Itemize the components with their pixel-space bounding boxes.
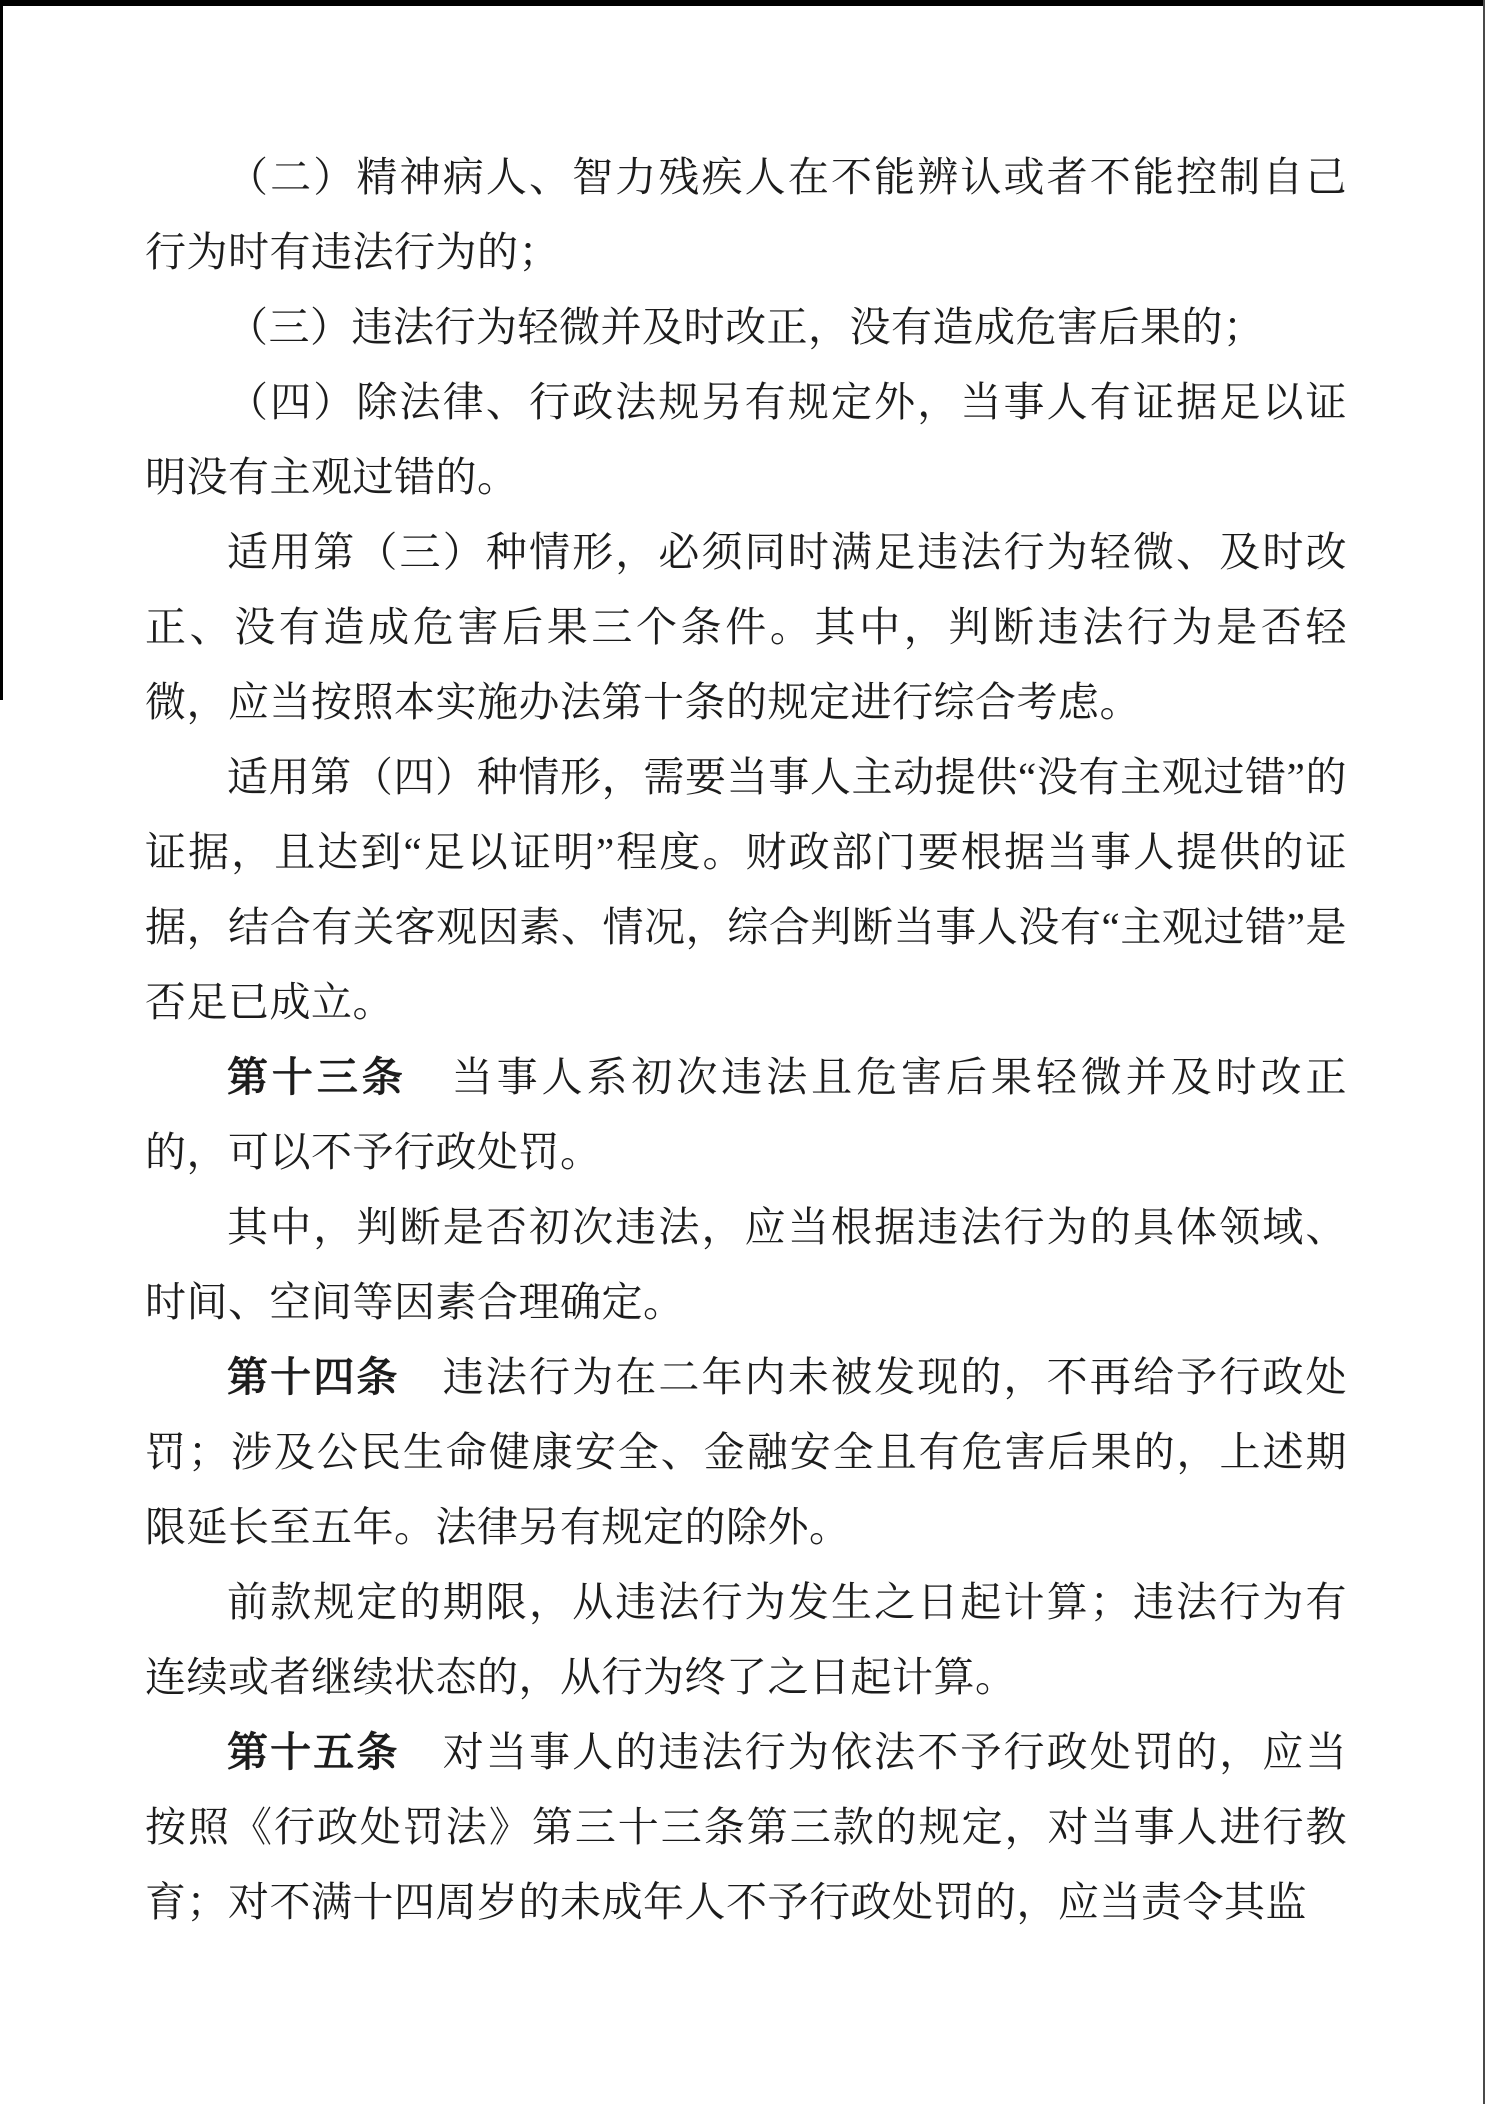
paragraph-text: （四）除法律、行政法规另有规定外，当事人有证据足以证明没有主观过错的。 xyxy=(145,379,1347,500)
paragraph-text: 其中，判断是否初次违法，应当根据违法行为的具体领域、时间、空间等因素合理确定。 xyxy=(145,1204,1347,1325)
paragraph-text: 对当事人的违法行为依法不予行政处罚的，应当按照《行政处罚法》第三十三条第三款的规定，对当事人进行教育；对不满十四周岁的未成年人不予行政处罚的，应当责令其监 xyxy=(145,1729,1348,1925)
paragraph xyxy=(145,1565,1347,1715)
document-body xyxy=(145,140,1347,1940)
top-border-rule xyxy=(0,0,1484,6)
paragraph-text: 适用第（三）种情形，必须同时满足违法行为轻微、及时改正、没有造成危害后果三个条件。其中，判断违法行为是否轻微，应当按照本实施办法第十条的规定进行综合考虑。 xyxy=(145,529,1347,725)
paragraph-text: （二）精神病人、智力残疾人在不能辨认或者不能控制自己行为时有违法行为的； xyxy=(145,154,1347,275)
paragraph xyxy=(145,740,1347,1040)
article-number: 第十四条 xyxy=(227,1354,400,1400)
paragraph xyxy=(145,365,1347,515)
paragraph xyxy=(145,1340,1347,1565)
paragraph-text: （三）违法行为轻微并及时改正，没有造成危害后果的； xyxy=(227,304,1265,350)
paragraph xyxy=(145,1715,1347,1940)
paragraph-text: 前款规定的期限，从违法行为发生之日起计算；违法行为有连续或者继续状态的，从行为终了之日起计算。 xyxy=(145,1579,1347,1700)
paragraph xyxy=(145,290,1347,365)
paragraph xyxy=(145,140,1347,290)
paragraph-text: 当事人系初次违法且危害后果轻微并及时改正的，可以不予行政处罚。 xyxy=(145,1054,1347,1175)
right-border-rule xyxy=(1483,0,1485,2104)
paragraph-text: 适用第（四）种情形，需要当事人主动提供“没有主观过错”的证据，且达到“足以证明”程度。财政部门要根据当事人提供的证据，结合有关客观因素、情况，综合判断当事人没有“主观过错”是否足已成立。 xyxy=(145,754,1347,1025)
paragraph xyxy=(145,515,1347,740)
article-number: 第十三条 xyxy=(227,1054,407,1100)
paragraph xyxy=(145,1040,1347,1190)
left-border-rule xyxy=(0,0,3,700)
paragraph-text: 违法行为在二年内未被发现的，不再给予行政处罚；涉及公民生命健康安全、金融安全且有危害后果的，上述期限延长至五年。法律另有规定的除外。 xyxy=(145,1354,1348,1550)
paragraph xyxy=(145,1190,1347,1340)
article-number: 第十五条 xyxy=(227,1729,400,1775)
